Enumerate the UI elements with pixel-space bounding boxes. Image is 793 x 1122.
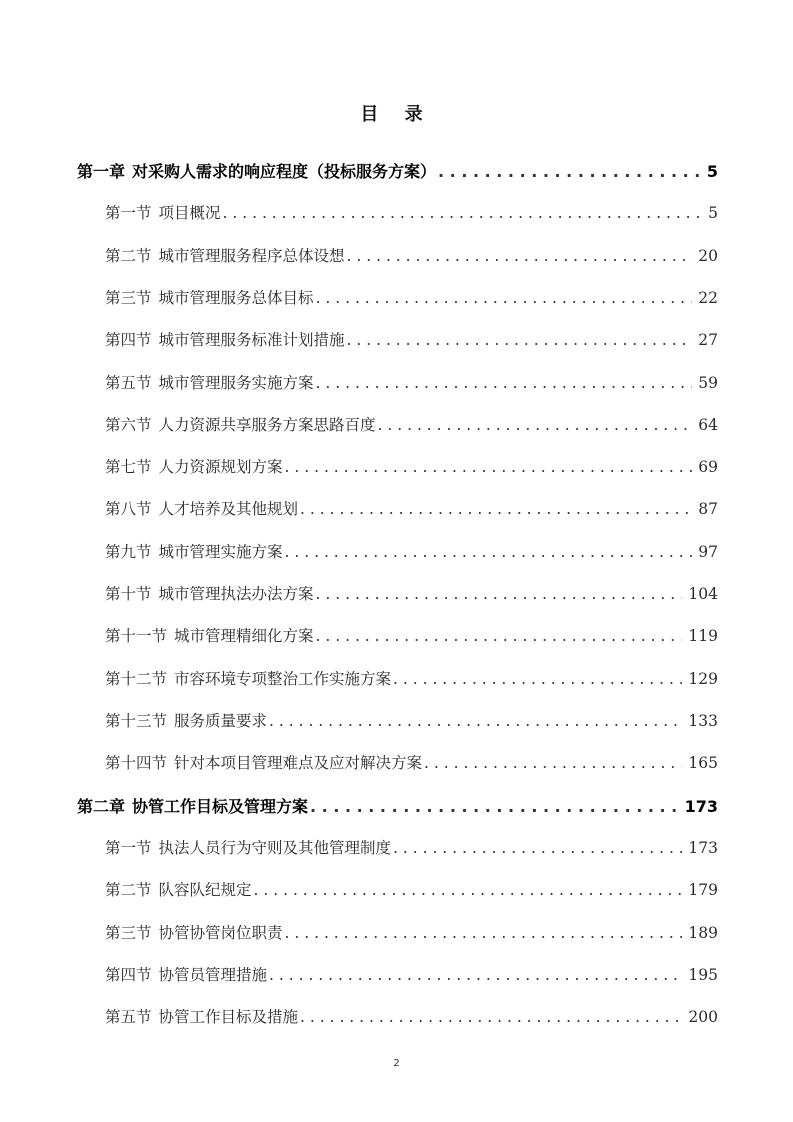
entry-page: 69	[698, 458, 718, 476]
dot-leader	[316, 289, 693, 307]
dot-leader	[300, 500, 692, 518]
entry-text: 人力资源规划方案	[158, 458, 283, 476]
entry-page: 64	[698, 416, 718, 434]
entry-number: 第十节	[105, 585, 152, 603]
entry-text: 城市管理执法办法方案	[158, 585, 314, 603]
dot-leader	[285, 458, 693, 476]
dot-leader	[393, 839, 682, 857]
dot-leader	[393, 670, 682, 688]
entry-page: 195	[688, 966, 718, 984]
dot-leader	[285, 924, 683, 942]
entry-page: 104	[688, 585, 718, 603]
entry-page: 87	[698, 500, 718, 518]
entry-number: 第三节	[105, 924, 152, 942]
dot-leader	[254, 881, 683, 899]
entry-text: 城市管理服务程序总体设想	[158, 247, 345, 265]
entry-text: 对采购人需求的响应程度（投标服务方案）	[132, 162, 437, 181]
entry-number: 第一章	[77, 162, 126, 181]
entry-page: 129	[688, 670, 718, 688]
toc-entry-section[interactable]	[105, 751, 718, 777]
toc-entry-section[interactable]	[105, 921, 718, 947]
entry-page: 5	[706, 162, 718, 181]
entry-page: 5	[708, 204, 718, 222]
toc-entry-section[interactable]	[105, 582, 718, 608]
entry-page: 59	[698, 374, 718, 392]
entry-number: 第三节	[105, 289, 152, 307]
entry-number: 第一节	[105, 839, 152, 857]
entry-text: 项目概况	[158, 204, 221, 222]
entry-text: 协管协管岗位职责	[158, 924, 283, 942]
toc-entry-section[interactable]	[105, 286, 718, 312]
dot-leader	[269, 712, 682, 730]
entry-page: 119	[688, 627, 718, 645]
entry-number: 第二章	[77, 797, 126, 816]
entry-number: 第五节	[105, 374, 152, 392]
entry-page: 173	[684, 797, 718, 816]
dot-leader	[438, 162, 701, 181]
entry-page: 97	[698, 543, 718, 561]
page-number: 2	[393, 1058, 400, 1069]
toc-entry-section[interactable]	[105, 328, 718, 354]
entry-number: 第四节	[105, 966, 152, 984]
entry-page: 133	[688, 712, 718, 730]
toc-entry-section[interactable]	[105, 244, 718, 270]
toc-entry-section[interactable]	[105, 624, 718, 650]
entry-text: 服务质量要求	[174, 712, 268, 730]
entry-number: 第七节	[105, 458, 152, 476]
entry-number: 第一节	[105, 204, 152, 222]
toc-entry-section[interactable]	[105, 667, 718, 693]
dot-leader	[347, 247, 693, 265]
entry-page: 27	[698, 331, 718, 349]
entry-number: 第四节	[105, 331, 152, 349]
entry-text: 人才培养及其他规划	[158, 500, 299, 518]
dot-leader	[285, 543, 693, 561]
toc-entry-section[interactable]	[105, 540, 718, 566]
entry-number: 第六节	[105, 416, 152, 434]
entry-text: 城市管理实施方案	[158, 543, 283, 561]
entry-text: 人力资源共享服务方案思路百度	[158, 416, 376, 434]
toc-entry-section[interactable]	[105, 371, 718, 397]
entry-text: 城市管理服务标准计划措施	[158, 331, 345, 349]
entry-number: 第十三节	[105, 712, 168, 730]
entry-number: 第八节	[105, 500, 152, 518]
entry-text: 城市管理精细化方案	[174, 627, 314, 645]
toc-entry-section[interactable]	[105, 878, 718, 904]
dot-leader	[347, 331, 693, 349]
dot-leader	[223, 204, 702, 222]
entry-text: 队容队纪规定	[158, 881, 252, 899]
toc-entry-section[interactable]	[105, 1005, 718, 1031]
dot-leader	[269, 966, 682, 984]
entry-page: 200	[688, 1008, 718, 1026]
dot-leader	[424, 754, 682, 772]
entry-text: 执法人员行为守则及其他管理制度	[158, 839, 392, 857]
dot-leader	[300, 1008, 682, 1026]
toc-entry-chapter-2[interactable]	[77, 794, 718, 820]
toc-title: 目 录	[360, 104, 433, 125]
entry-text: 市容环境专项整治工作实施方案	[174, 670, 392, 688]
entry-page: 20	[698, 247, 718, 265]
toc-entry-section[interactable]	[105, 413, 718, 439]
entry-number: 第五节	[105, 1008, 152, 1026]
entry-number: 第十一节	[105, 627, 168, 645]
entry-page: 173	[688, 839, 718, 857]
toc-entry-section[interactable]	[105, 455, 718, 481]
entry-number: 第十二节	[105, 670, 168, 688]
toc-entry-section[interactable]	[105, 709, 718, 735]
dot-leader	[316, 374, 693, 392]
entry-text: 协管员管理措施	[158, 966, 268, 984]
entry-page: 179	[688, 881, 718, 899]
dot-leader	[316, 585, 683, 603]
toc-entry-section[interactable]	[105, 836, 718, 862]
entry-number: 第十四节	[105, 754, 168, 772]
entry-number: 第二节	[105, 247, 152, 265]
dot-leader	[378, 416, 693, 434]
entry-page: 165	[688, 754, 718, 772]
entry-text: 城市管理服务实施方案	[158, 374, 314, 392]
entry-text: 协管工作目标及措施	[158, 1008, 299, 1026]
entry-text: 城市管理服务总体目标	[158, 289, 314, 307]
dot-leader	[310, 797, 679, 816]
entry-text: 协管工作目标及管理方案	[132, 797, 309, 816]
entry-page: 22	[698, 289, 718, 307]
toc-entry-section[interactable]	[105, 963, 718, 989]
toc-entry-section[interactable]	[105, 497, 718, 523]
entry-text: 针对本项目管理难点及应对解决方案	[174, 754, 423, 772]
toc-entry-chapter-1[interactable]	[77, 159, 718, 185]
dot-leader	[316, 627, 683, 645]
toc-entry-section[interactable]	[105, 201, 718, 227]
entry-number: 第九节	[105, 543, 152, 561]
entry-number: 第二节	[105, 881, 152, 899]
entry-page: 189	[688, 924, 718, 942]
